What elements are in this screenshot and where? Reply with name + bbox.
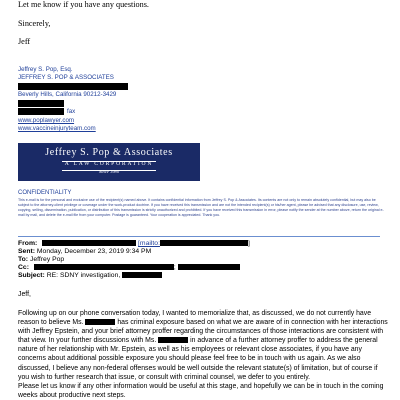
redaction-from [42,240,136,246]
redaction-name-1 [85,319,115,325]
redaction-address [18,83,128,90]
header-from-row: From: [mailto: ] [18,240,250,247]
header-sent-row [18,248,151,256]
to-value: Jeffrey Pop [29,256,65,263]
subject-value: RE: SDNY investigation, [46,272,121,279]
confidentiality-body: This e-mail is for the personal and exclusive use of the recipient(s) named above. It contains confidential information from Jeffrey S. Pop & Associates. Its contents are not only to remain absolutely confidential, but may also be subject to the attorney-client privilege or coverage under the work-product doctrine. If you have received this transmission and are not the intended recipient(s) or his/her agent, please be advised that any disclosure, use, review, copying, selling, dissemination, publication, or distribution of this transmission is strictly unauthorized and prohibited. If you have received this transmission in error, please notify the sender at the number above, return the original e-mail by mail, and delete the e-mail file from your computer. Postage is guaranteed. Your cooperation is appreciated. Thank you. [18,198,384,218]
redaction-subject [122,272,162,278]
website-link-2[interactable]: www.vaccineinjuryteam.com [18,125,96,132]
closing-salutation: Sincerely, [18,19,51,28]
website-link-1[interactable]: www.poplawyer.com [18,117,75,124]
header-cc-row: Cc: ; [18,264,240,272]
header-divider [18,236,380,237]
redaction-cc-2 [178,264,240,270]
header-to-row [18,256,64,264]
header-subject-row [18,272,162,280]
paragraph-1-part-b: has criminal exposure based on what we are aware of in connection with her interactions with Jeffrey Epstein, and your brief attorney proffer regarding the circumstances of those interactions are consistent with that view. In your further discussions with Ms. [18,319,388,345]
logo-rule-bottom [62,170,156,171]
paragraph-1-part-c: in advance of a further attorney proffer to address the general nature of her relationship with Mr. Epstein, as well as his employees or relevant close associates, if you have any concerns about additional possible exposure you should please feel free to be in touch with us again. As we also discussed, I believe any non-federal offenses would be well outside the relevant statute(s) of limitation, but of course if you wish to further research that issue, or consult with criminal counsel, we defer to you entirely. [18,337,378,381]
signature-fax-label: fax [67,108,76,115]
paragraph-1-part-a: Following up on our phone conversation today, I wanted to memorialize that, as discussed, we do not currently have reason to believe Ms. [18,310,372,327]
redaction-phone [18,100,64,107]
email-paragraph-2: Please let us know if any other information would be useful at this stage, and hopefully we can be in touch in the coming weeks about productive next steps. [18,383,384,400]
from-label: From: [18,240,38,247]
subject-label: Subject: [18,272,45,279]
cc-label: Cc: [18,264,29,271]
signature-firm: JEFFREY S. POP & ASSOCIATES [18,74,114,81]
email-paragraph-1 [18,309,390,382]
mailto-link[interactable]: [mailto: [138,240,160,247]
redaction-cc-1 [34,264,174,270]
confidentiality-heading: CONFIDENTIALITY [18,190,72,196]
redaction-name-2 [158,337,188,343]
redaction-mailto [160,240,248,246]
email-greeting: Jeff, [18,291,31,298]
logo-since: Since 1980 [98,169,120,174]
sent-value: Monday, December 23, 2019 9:34 PM [36,248,152,255]
logo-title: Jeffrey S. Pop & Associates [45,147,173,158]
sent-label: Sent: [18,248,35,255]
firm-logo [18,143,200,181]
signature-name: Jeffrey S. Pop, Esq. [18,66,73,73]
closing-line: Let me know if you have any questions. [18,0,149,9]
logo-rule-top [62,161,156,162]
closing-name: Jeff [18,37,31,46]
to-label: To: [18,256,29,263]
signature-city: Beverly Hills, California 90212-3429 [18,91,117,98]
redaction-fax [18,108,64,115]
logo-subtitle: A LAW CORPORATION [64,161,154,167]
